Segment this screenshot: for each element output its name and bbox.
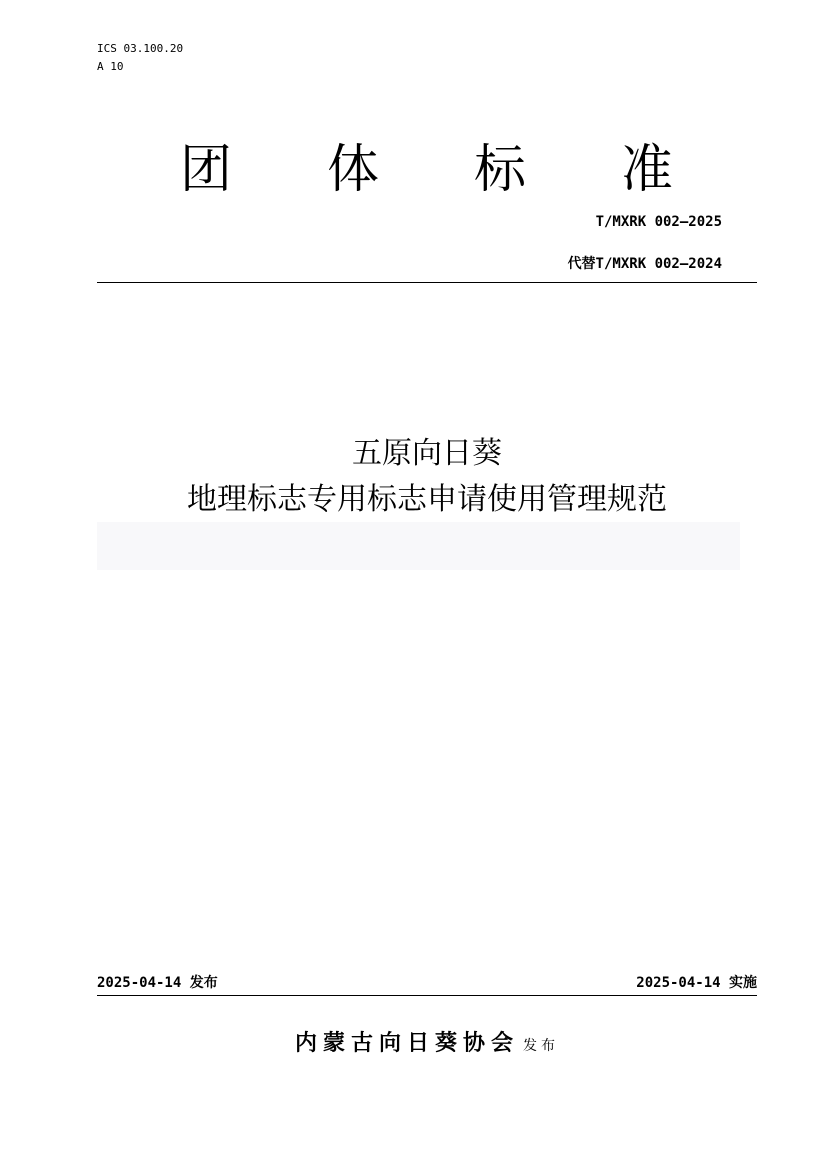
footer-divider xyxy=(97,995,757,996)
document-title-line-2: 地理标志专用标志申请使用管理规范 xyxy=(187,482,667,517)
ics-code: ICS 03.100.20 xyxy=(97,42,184,55)
effective-date: 2025-04-14 实施 xyxy=(636,975,757,991)
title-char-2: 体 xyxy=(327,140,380,200)
publish-date: 2025-04-14 发布 xyxy=(97,975,218,991)
title-char-1: 团 xyxy=(180,140,233,200)
publisher-name: 内蒙古向日葵协会 xyxy=(294,1031,519,1056)
ccs-code: A 10 xyxy=(97,60,124,73)
standard-number: T/MXRK 002—2025 xyxy=(595,214,722,230)
title-char-3: 标 xyxy=(474,140,527,200)
publisher-suffix: 发布 xyxy=(523,1038,559,1054)
document-title-line-1: 五原向日葵 xyxy=(352,436,502,471)
replaces-standard: 代替T/MXRK 002—2024 xyxy=(567,256,722,272)
publisher-line xyxy=(97,1026,757,1057)
title-char-4: 准 xyxy=(621,140,674,200)
blank-band xyxy=(97,522,740,570)
header-divider xyxy=(97,282,757,283)
